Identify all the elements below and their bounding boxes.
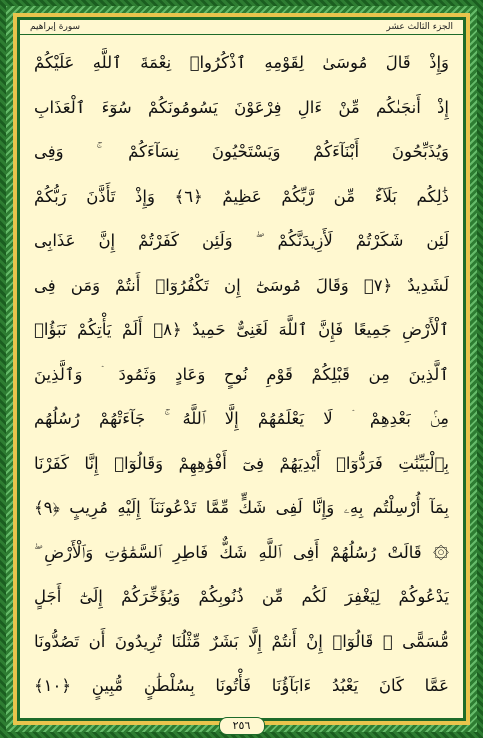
verse-line: مُّسَمًّى ۚ قَالُوٓا۟ إِنْ أَنتُمْ إِلَّا بَشَرٌ مِّثْلُنَا تُرِيدُونَ أَن تَصُدُّونَا — [34, 631, 449, 651]
verse-line: ۞ قَالَتْ رُسُلُهُمْ أَفِى ٱللَّهِ شَكٌّ فَاطِرِ ٱلسَّمَٰوَٰتِ وَٱلْأَرْضِ ۖ — [34, 542, 449, 562]
verse-line: ذَٰلِكُم بَلَآءٌ مِّن رَّبِّكُمْ عَظِيمٌ ﴿٦﴾ وَإِذْ تَأَذَّنَ رَبُّكُمْ — [34, 186, 449, 206]
verse-line: إِذْ أَنجَىٰكُم مِّنْ ءَالِ فِرْعَوْنَ يَسُومُونَكُمْ سُوٓءَ ٱلْعَذَابِ — [34, 97, 449, 117]
verse-line: بِمَآ أُرْسِلْتُم بِهِۦ وَإِنَّا لَفِى شَكٍّ مِّمَّا تَدْعُونَنَآ إِلَيْهِ مُرِيبٍ ﴿٩﴾ — [34, 498, 449, 517]
verse-line: بِٱلْبَيِّنَٰتِ فَرَدُّوٓا۟ أَيْدِيَهُمْ فِىٓ أَفْوَٰهِهِمْ وَقَالُوٓا۟ إِنَّا كَفَرْنَا — [34, 453, 449, 473]
verse-line: لَئِن شَكَرْتُمْ لَأَزِيدَنَّكُمْ ۖ وَلَئِن كَفَرْتُمْ إِنَّ عَذَابِى — [34, 231, 449, 250]
text-page — [20, 34, 463, 713]
verse-line: وَإِذْ قَالَ مُوسَىٰ لِقَوْمِهِ ٱذْكُرُوا۟ نِعْمَةَ ٱللَّهِ عَلَيْكُمْ — [34, 53, 449, 72]
verse-line: مِنۢ بَعْدِهِمْ ۛ لَا يَعْلَمُهُمْ إِلَّا ٱللَّهُ ۚ جَآءَتْهُمْ رُسُلُهُم — [34, 409, 449, 428]
verse-line: وَيُذَبِّحُونَ أَبْنَآءَكُمْ وَيَسْتَحْيُونَ نِسَآءَكُمْ ۚ وَفِى — [34, 142, 449, 161]
page-header — [20, 20, 463, 34]
verse-line: لَشَدِيدٌ ﴿٧﴾ وَقَالَ مُوسَىٰٓ إِن تَكْفُرُوٓا۟ أَنتُمْ وَمَن فِى — [34, 275, 449, 295]
verse-line: ٱلْأَرْضِ جَمِيعًا فَإِنَّ ٱللَّهَ لَغَنِىٌّ حَمِيدٌ ﴿٨﴾ أَلَمْ يَأْتِكُمْ نَبَؤُا۟ — [34, 320, 449, 339]
juz-label: الجزء الثالث عشر — [386, 22, 453, 32]
verse-line: يَدْعُوكُمْ لِيَغْفِرَ لَكُم مِّن ذُنُوبِكُمْ وَيُؤَخِّرَكُمْ إِلَىٰٓ أَجَلٍ — [34, 587, 449, 606]
page-number: ٢٥٦ — [219, 717, 265, 735]
verse-line: ٱلَّذِينَ مِن قَبْلِكُمْ قَوْمِ نُوحٍ وَعَادٍ وَثَمُودَ ۛ وَٱلَّذِينَ — [34, 364, 449, 384]
verse-line: عَمَّا كَانَ يَعْبُدُ ءَابَآؤُنَا فَأْتُونَا بِسُلْطَٰنٍ مُّبِينٍ ﴿١٠﴾ — [34, 676, 449, 695]
verse-lines — [34, 41, 449, 709]
surah-label: سورة إبراهيم — [30, 22, 81, 32]
